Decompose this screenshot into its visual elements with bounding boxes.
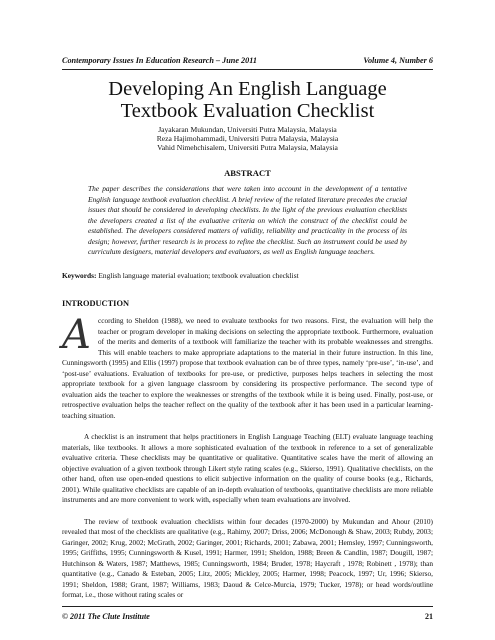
introduction-body xyxy=(62,312,433,612)
footer-rule xyxy=(62,606,433,607)
page-footer xyxy=(62,612,433,621)
author-2: Reza Hajimohammadi, Universiti Putra Malaysia, Malaysia xyxy=(156,134,339,144)
page-number: 21 xyxy=(425,612,433,621)
paragraph-1-text: ccording to Sheldon (1988), we need to evaluate textbooks for two reasons. First, the evaluation will help the teacher or program developer in making decisions on selecting the appropriate textbook. Furthermore, evaluation of the merits and demerits of a textbook will familiarize the teacher with its probable weaknesses and strengths. This will enable teachers to make appropriate adaptations to the material in their future instruction. In this line, Cunningsworth (1995) and Ellis (1997) propose that textbook evaluation can be of three types, namely ‘pre-use’, ‘in-use’, and ‘post-use’ evaluations. Evaluation of textbooks for pre-use, or predictive, purposes helps teachers in selecting the most appropriate textbook for a given language classroom by considering its prospective performance. The second type of evaluation aids the teacher to explore the weaknesses or strengths of the textbook while it is being used. Finally, post-use, or retrospective evaluation helps the teacher reflect on the quality of the textbook after it has been used in a particular learning-teaching situation. xyxy=(62,316,433,420)
journal-name: Contemporary Issues In Education Research – June 2011 xyxy=(62,56,257,65)
volume-number: Volume 4, Number 6 xyxy=(363,56,433,65)
abstract-text: The paper describes the considerations that were taken into account in the development of a tentative English language textbook evaluation checklist. A brief review of the related literature precedes the crucial issues that should be considered in developing checklists. In the light of the previous evaluation checklists the developers created a list of the evaluative criteria on which the construct of the checklist could be established. The developers considered matters of validity, reliability and practicality in the process of its design; however, further research is in process to refine the checklist. Such an instrument could be used by curriculum designers, material developers and evaluators, as well as English language teachers. xyxy=(88,184,407,256)
running-header xyxy=(62,56,433,68)
header-rule xyxy=(62,69,433,70)
keywords xyxy=(62,271,433,281)
author-1: Jayakaran Mukundan, Universiti Putra Malaysia, Malaysia xyxy=(158,125,337,134)
author-3: Vahid Nimehchisalem, Universiti Putra Malaysia, Malaysia xyxy=(157,143,338,153)
section-heading-introduction: INTRODUCTION xyxy=(62,299,130,308)
drop-cap: A xyxy=(62,312,91,358)
author-list xyxy=(62,125,433,153)
keywords-label: Keywords: xyxy=(62,271,97,280)
abstract-heading: ABSTRACT xyxy=(224,168,271,178)
paragraph-1 xyxy=(62,312,433,421)
keywords-text: English language material evaluation; textbook evaluation checklist xyxy=(98,271,299,280)
title-line-2: Textbook Evaluation Checklist xyxy=(120,100,375,122)
paragraph-2: A checklist is an instrument that helps practitioners in English Language Teaching (ELT) evaluate language teaching materials, like textbooks. It allows a more sophisticated evaluation of the textbook in reference to a set of generalizable evaluative criteria. These checklists may be quantitative or qualitative. Quantitative scales have the merit of allowing an objective evaluation of a given textbook through Likert style rating scales (e.g., Skierso, 1991). Qualitative checklists, on the other hand, often use open-ended questions to elicit subjective information on the quality of course books (e.g., Richards, 2001). While qualitative checklists are capable of an in-depth evaluation of textbooks, quantitative checklists are more reliable instruments and are more convenient to work with, especially when team evaluations are involved. xyxy=(62,432,433,504)
paper-title xyxy=(62,78,433,122)
title-line-1: Developing An English Language xyxy=(108,78,387,100)
paragraph-3: The review of textbook evaluation checklists within four decades (1970-2000) by Mukundan and Ahour (2010) revealed that most of the checklists are qualitative (e.g., Rahimy, 2007; Driss, 2006; McDonough & Shaw, 2003; Rubdy, 2003; Garinger, 2002; Krug, 2002; McGrath, 2002; Garinger, 2001; Richards, 2001; Zabawa, 2001; Hemsley, 1997; Cunningsworth, 1995; Griffiths, 1995; Cunningsworth & Kusel, 1991; Harmer, 1991; Sheldon, 1988; Breen & Candlin, 1987; Dougill, 1987; Hutchinson & Waters, 1987; Matthews, 1985; Cunningsworth, 1984; Bruder, 1978; Haycraft , 1978; Robinett , 1978); than quantitative (e.g., Canado & Esteban, 2005; Litz, 2005; Mickley, 2005; Harmer, 1998; Peacock, 1997; Ur, 1996; Skierso, 1991; Sheldon, 1988; Grant, 1987; Williams, 1983; Daoud & Celce-Murcia, 1979; Tucker, 1978); or head words/outline format, i.e., those without rating scales or xyxy=(62,516,433,599)
copyright-notice: © 2011 The Clute Institute xyxy=(62,612,150,621)
